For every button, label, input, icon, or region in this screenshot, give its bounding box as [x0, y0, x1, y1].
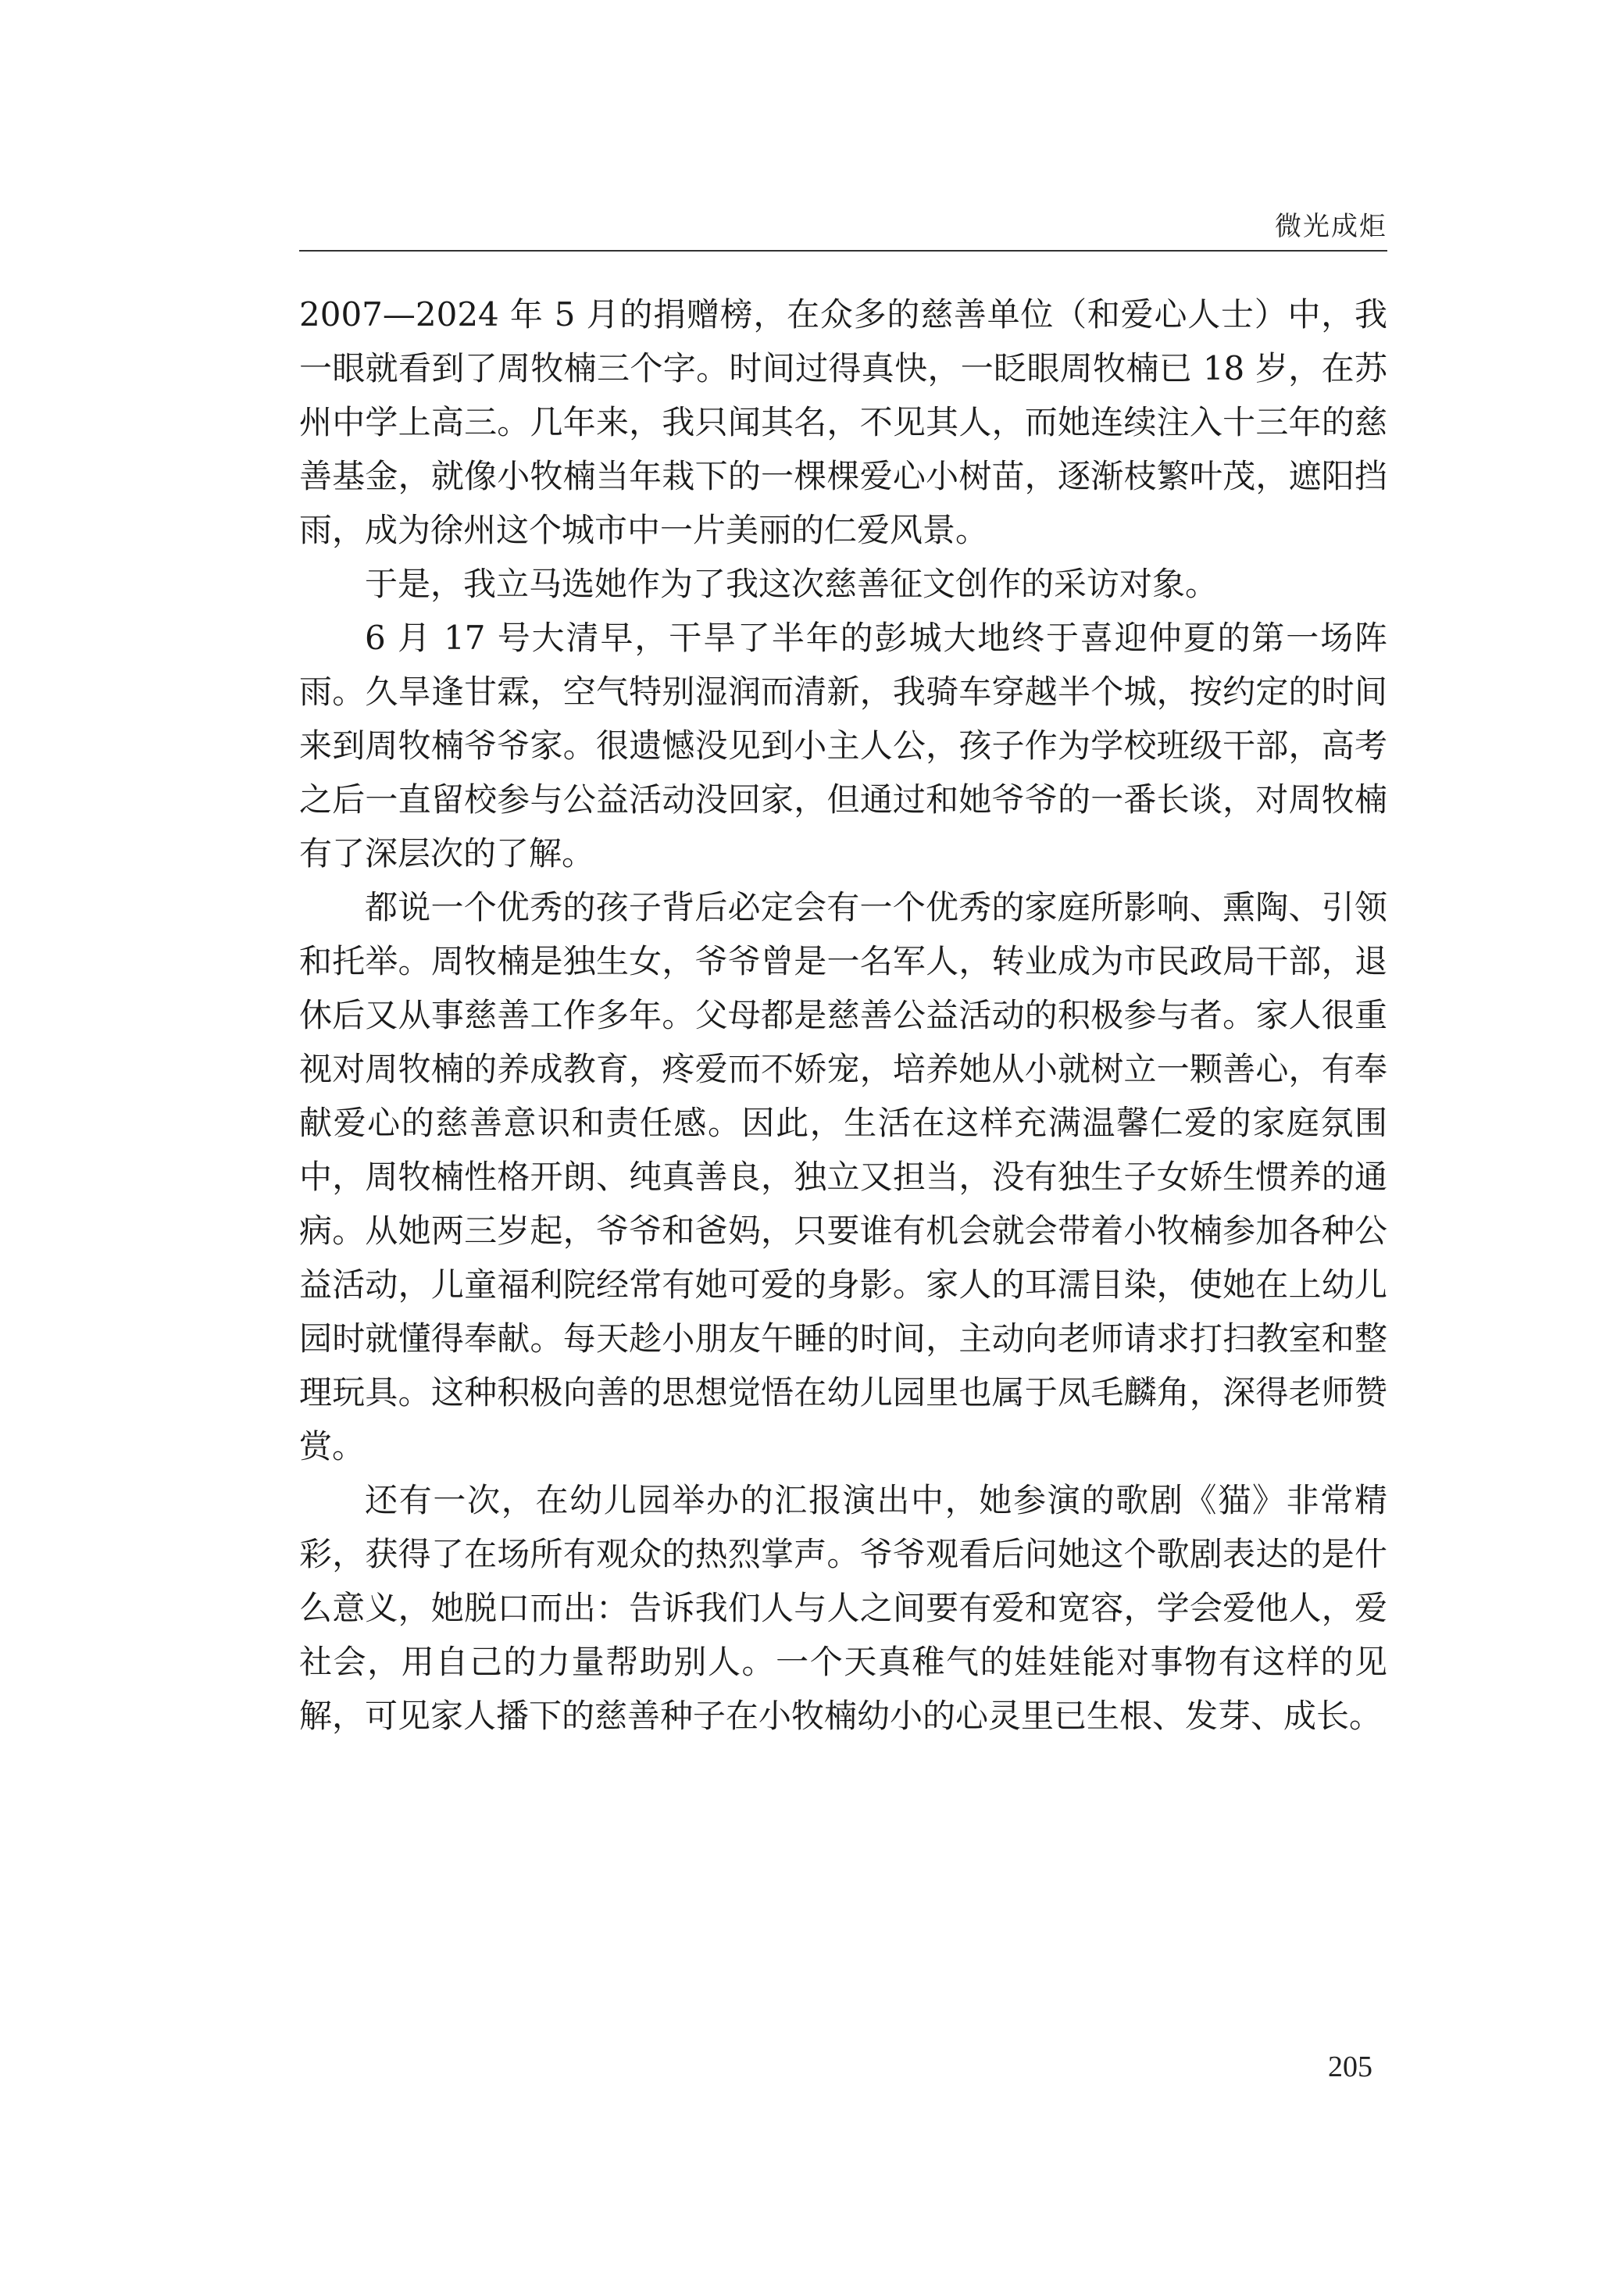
paragraph-2: 于是，我立马选她作为了我这次慈善征文创作的采访对象。 [365, 565, 1219, 603]
paragraph-4: 都说一个优秀的孩子背后必定会有一个优秀的家庭所影响、熏陶、引领和托举。周牧楠是独生女，爷爷曾是一名军人，转业成为市民政局干部，退休后又从事慈善工作多年。父母都是慈善公益活动的积极参与者。家人很重视对周牧楠的养成教育，疼爱而不娇宠，培养她从小就树立一颗善心，有奉献爱心的慈善意识和责任感。因此，生活在这样充满温馨仁爱的家庭氛围中，周牧楠性格开朗、纯真善良，独立又担当，没有独生子女娇生惯养的通病。从她两三岁起，爷爷和爸妈，只要谁有机会就会带着小牧楠参加各种公益活动，儿童福利院经常有她可爱的身影。家人的耳濡目染，使她在上幼儿园时就懂得奉献。每天趁小朋友午睡的时间，主动向老师请求打扫教室和整理玩具。这种积极向善的思想觉悟在幼儿园里也属于凤毛麟角，深得老师赞赏。 [299, 888, 1387, 1465]
body-text [299, 287, 1387, 1743]
page-number: 205 [1328, 2050, 1372, 2083]
header-divider [299, 250, 1387, 252]
paragraph-3: 6 月 17 号大清早，干旱了半年的彭城大地终于喜迎仲夏的第一场阵雨。久旱逢甘霖，空气特别湿润而清新，我骑车穿越半个城，按约定的时间来到周牧楠爷爷家。很遗憾没见到小主人公，孩子作为学校班级干部，高考之后一直留校参与公益活动没回家，但通过和她爷爷的一番长谈，对周牧楠有了深层次的了解。 [299, 619, 1387, 873]
paragraph-5: 还有一次，在幼儿园举办的汇报演出中，她参演的歌剧《猫》非常精彩，获得了在场所有观众的热烈掌声。爷爷观看后问她这个歌剧表达的是什么意义，她脱口而出：告诉我们人与人之间要有爱和宽容，学会爱他人，爱社会，用自己的力量帮助别人。一个天真稚气的娃娃能对事物有这样的见解，可见家人播下的慈善种子在小牧楠幼小的心灵里已生根、发芽、成长。 [299, 1481, 1387, 1735]
running-header-title: 微光成炬 [1275, 211, 1387, 242]
paragraph-1: 2007—2024 年 5 月的捐赠榜，在众多的慈善单位（和爱心人士）中，我一眼就看到了周牧楠三个字。时间过得真快，一眨眼周牧楠已 18 岁，在苏州中学上高三。几年来，我只闻其名，不见其人，而她连续注入十三年的慈善基金，就像小牧楠当年栽下的一棵棵爱心小树苗，逐渐枝繁叶茂，遮阳挡雨，成为徐州这个城市中一片美丽的仁爱风景。 [299, 295, 1387, 549]
